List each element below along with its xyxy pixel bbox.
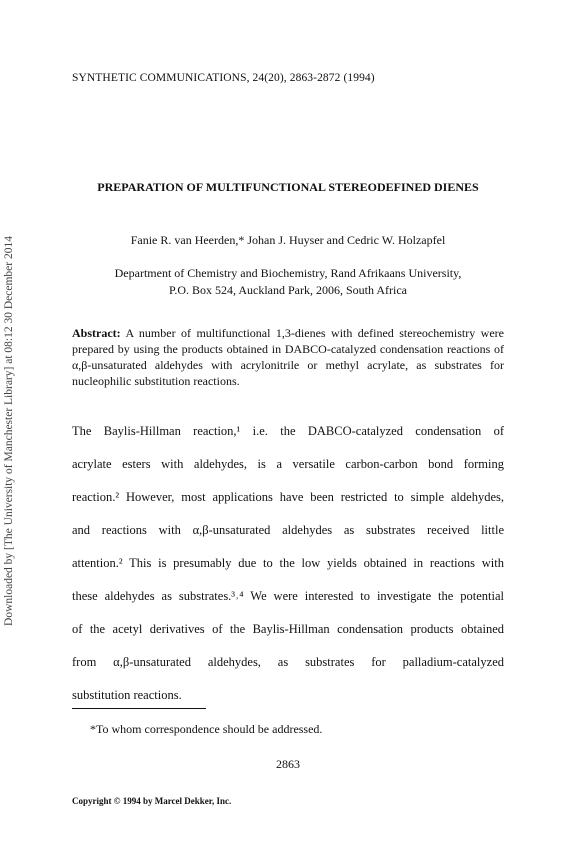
body-line: reaction.² However, most applications have been restricted to simple aldehydes, [72,490,504,504]
body-paragraph [72,415,504,712]
abstract-label: Abstract: [72,326,121,340]
affiliation-line: P.O. Box 524, Auckland Park, 2006, South Africa [169,283,407,297]
body-line: from α,β-unsaturated aldehydes, as substrates for palladium-catalyzed [72,655,504,669]
affiliation-line: Department of Chemistry and Biochemistry, Rand Afrikaans University, [114,266,462,280]
affiliation [60,265,516,299]
footnote-divider [72,708,206,709]
footnote: *To whom correspondence should be addressed. [90,722,323,736]
body-line: these aldehydes as substrates.³˒⁴ We were interested to investigate the potential [72,589,504,603]
page-number: 2863 [276,757,300,771]
body-line: acrylate esters with aldehydes, is a versatile carbon-carbon bond forming [72,457,504,471]
copyright-notice: Copyright © 1994 by Marcel Dekker, Inc. [72,796,232,806]
author-list: Fanie R. van Heerden,* Johan J. Huyser and Cedric W. Holzapfel [130,233,446,247]
body-line: and reactions with α,β-unsaturated aldehydes as substrates received little [72,523,504,537]
abstract-text: A number of multifunctional 1,3-dienes with defined stereochemistry were prepared by using the products obtained in DABCO-catalyzed condensation reactions of α,β-unsaturated aldehydes with acrylonitrile or methyl acrylate, as substrates for nucleophilic substitution reactions. [72,326,504,388]
body-line: substitution reactions. [72,688,182,702]
download-watermark [0,0,18,863]
download-watermark-text: Downloaded by [The University of Manchester Library] at 08:12 30 December 2014 [3,236,15,626]
body-line: of the acetyl derivatives of the Baylis-Hillman condensation products obtained [72,622,504,636]
abstract [72,325,504,389]
body-line: The Baylis-Hillman reaction,¹ i.e. the DABCO-catalyzed condensation of [72,424,504,438]
journal-header: SYNTHETIC COMMUNICATIONS, 24(20), 2863-2872 (1994) [72,72,375,84]
paper-title: PREPARATION OF MULTIFUNCTIONAL STEREODEFINED DIENES [97,180,479,194]
body-line: attention.² This is presumably due to the low yields obtained in reactions with [72,556,504,570]
